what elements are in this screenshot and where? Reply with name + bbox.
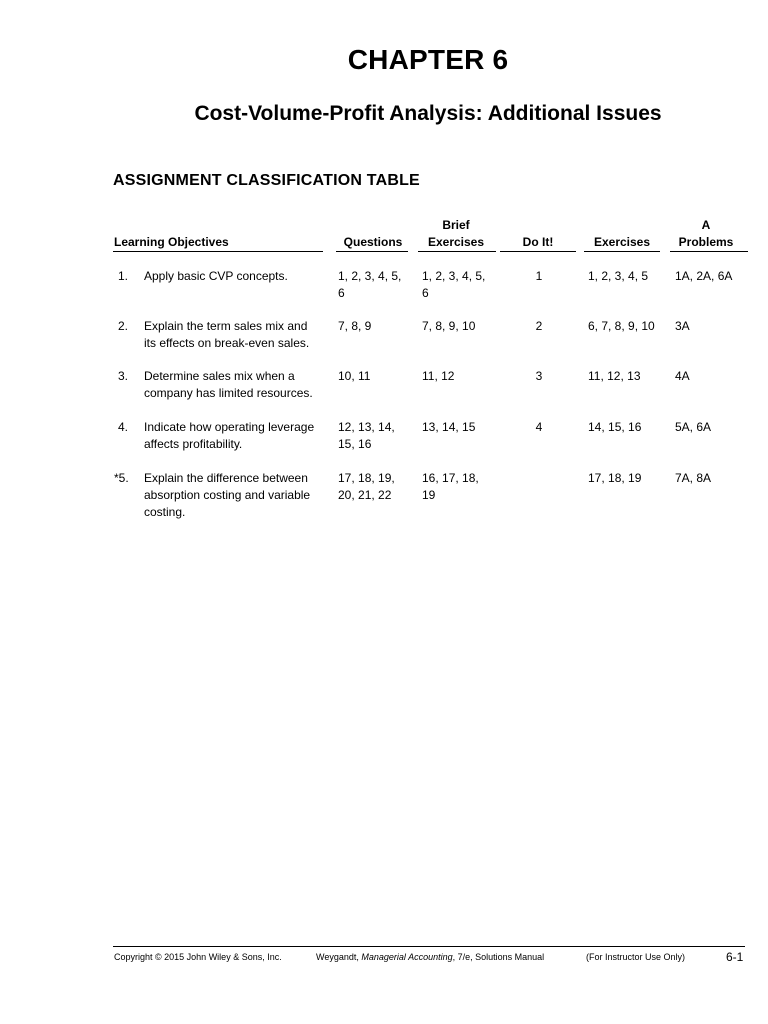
footer-author: Weygandt, [316, 952, 359, 962]
exercises-cell: 6, 7, 8, 9, 10 [588, 319, 655, 333]
brief-exercises-cell: 1, 2, 3, 4, 5, [422, 269, 486, 283]
objective-text: Explain the term sales mix and [144, 319, 308, 333]
problems-cell: 3A [675, 319, 690, 333]
questions-cell: 10, 11 [338, 369, 371, 383]
brief-exercises-cell: 16, 17, 18, [422, 471, 479, 485]
questions-cell: 17, 18, 19, [338, 471, 395, 485]
questions-cell: 12, 13, 14, [338, 420, 395, 434]
problems-cell: 5A, 6A [675, 420, 712, 434]
col-header-problems-top: A [701, 218, 711, 232]
exercises-cell: 1, 2, 3, 4, 5 [588, 269, 649, 283]
brief-exercises-cell: 19 [422, 488, 436, 502]
questions-cell: 6 [338, 286, 345, 300]
col-underline-questions [336, 251, 408, 252]
col-header-brief-top: Brief [442, 218, 470, 232]
exercises-cell: 11, 12, 13 [588, 369, 641, 383]
objective-number: 1. [118, 269, 129, 283]
objective-text: its effects on break-even sales. [144, 336, 310, 350]
do-it-cell: 1 [535, 269, 543, 283]
col-header-brief-bottom: Exercises [427, 235, 485, 249]
objective-text: Explain the difference between [144, 471, 308, 485]
objective-text: absorption costing and variable [144, 488, 311, 502]
brief-exercises-cell: 11, 12 [422, 369, 455, 383]
col-header-exercises: Exercises [593, 235, 651, 249]
footer-edition: , 7/e, Solutions Manual [452, 952, 545, 962]
footer-citation [316, 952, 544, 962]
col-header-learning-objectives: Learning Objectives [114, 235, 229, 249]
footer-copyright: Copyright © 2015 John Wiley & Sons, Inc. [114, 952, 282, 962]
exercises-cell: 17, 18, 19 [588, 471, 642, 485]
objective-text: Apply basic CVP concepts. [144, 269, 288, 283]
objective-text: company has limited resources. [144, 386, 313, 400]
questions-cell: 20, 21, 22 [338, 488, 392, 502]
col-header-problems-bottom: Problems [678, 235, 734, 249]
questions-cell: 1, 2, 3, 4, 5, [338, 269, 402, 283]
objective-number: 3. [118, 369, 129, 383]
footer-instructor-note: (For Instructor Use Only) [586, 952, 686, 962]
chapter-subtitle: Cost-Volume-Profit Analysis: Additional Issues [194, 102, 662, 125]
section-title: ASSIGNMENT CLASSIFICATION TABLE [113, 172, 420, 189]
col-header-questions: Questions [343, 235, 403, 249]
col-header-do-it: Do It! [522, 235, 554, 249]
col-underline-objectives [113, 251, 323, 252]
questions-cell: 15, 16 [338, 437, 372, 451]
objective-text: affects profitability. [144, 437, 243, 451]
footer-rule [113, 946, 745, 947]
objective-number: *5. [114, 471, 129, 485]
objective-text: costing. [144, 505, 186, 519]
footer-book-title: Managerial Accounting [361, 952, 453, 962]
col-underline-exercises [584, 251, 660, 252]
brief-exercises-cell: 13, 14, 15 [422, 420, 476, 434]
objective-text: Indicate how operating leverage [144, 420, 315, 434]
col-underline-problems [670, 251, 748, 252]
exercises-cell: 14, 15, 16 [588, 420, 642, 434]
problems-cell: 1A, 2A, 6A [675, 269, 733, 283]
brief-exercises-cell: 7, 8, 9, 10 [422, 319, 476, 333]
brief-exercises-cell: 6 [422, 286, 429, 300]
do-it-cell: 2 [535, 319, 543, 333]
chapter-title: CHAPTER 6 [347, 44, 509, 75]
objective-text: Determine sales mix when a [144, 369, 295, 383]
problems-cell: 7A, 8A [675, 471, 712, 485]
do-it-cell: 4 [535, 420, 543, 434]
page-number: 6-1 [726, 950, 744, 964]
problems-cell: 4A [675, 369, 690, 383]
col-underline-brief [418, 251, 496, 252]
objective-number: 4. [118, 420, 129, 434]
do-it-cell: 3 [535, 369, 543, 383]
questions-cell: 7, 8, 9 [338, 319, 372, 333]
col-underline-do-it [500, 251, 576, 252]
objective-number: 2. [118, 319, 129, 333]
